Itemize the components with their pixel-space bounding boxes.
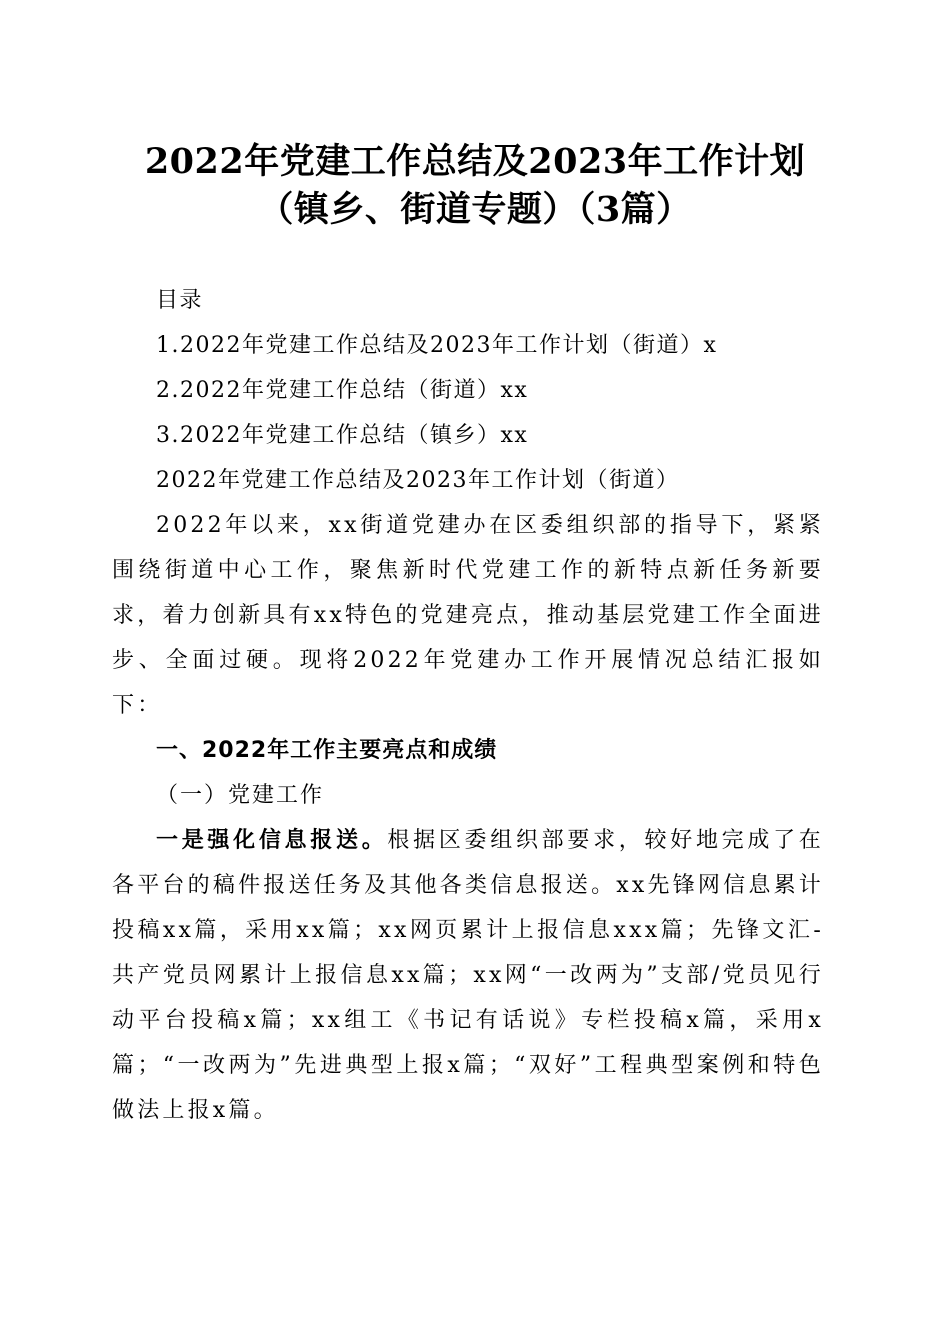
body-lead: 一是强化信息报送。 (156, 827, 388, 853)
body-paragraph (112, 818, 824, 1133)
section-heading: 一、2022年工作主要亮点和成绩 (156, 738, 498, 763)
toc-item-1: 1.2022年党建工作总结及2023年工作计划（街道）x (156, 333, 718, 358)
toc-item-3: 3.2022年党建工作总结（镇乡）xx (156, 423, 529, 448)
document-title: 2022年党建工作总结及2023年工作计划（镇乡、街道专题）（3篇） (144, 141, 806, 230)
toc-item-2: 2.2022年党建工作总结（街道）xx (156, 378, 529, 403)
toc-label: 目录 (156, 288, 204, 313)
intro-paragraph: 2022年以来，xx街道党建办在区委组织部的指导下，紧紧围绕街道中心工作，聚焦新时代党建工作的新特点新任务新要求，着力创新具有xx特色的党建亮点，推动基层党建工作全面进步、全面过硬。现将2022年党建办工作开展情况总结汇报如下： (112, 513, 824, 718)
subsection-heading: （一）党建工作 (156, 783, 325, 808)
body-text: 根据区委组织部要求，较好地完成了在各平台的稿件报送任务及其他各类信息报送。xx先锋网信息累计投稿xx篇，采用xx篇；xx网页累计上报信息xxx篇；先锋文汇-共产党员网累计上报信息xx篇；xx网“一改两为”支部/党员见行动平台投稿x篇；xx组工《书记有话说》专栏投稿x篇，采用x篇；“一改两为”先进典型上报x篇；“双好”工程典型案例和特色做法上报x篇。 (112, 828, 824, 1123)
document-body (112, 278, 824, 1133)
article-title: 2022年党建工作总结及2023年工作计划（街道） (156, 468, 680, 493)
